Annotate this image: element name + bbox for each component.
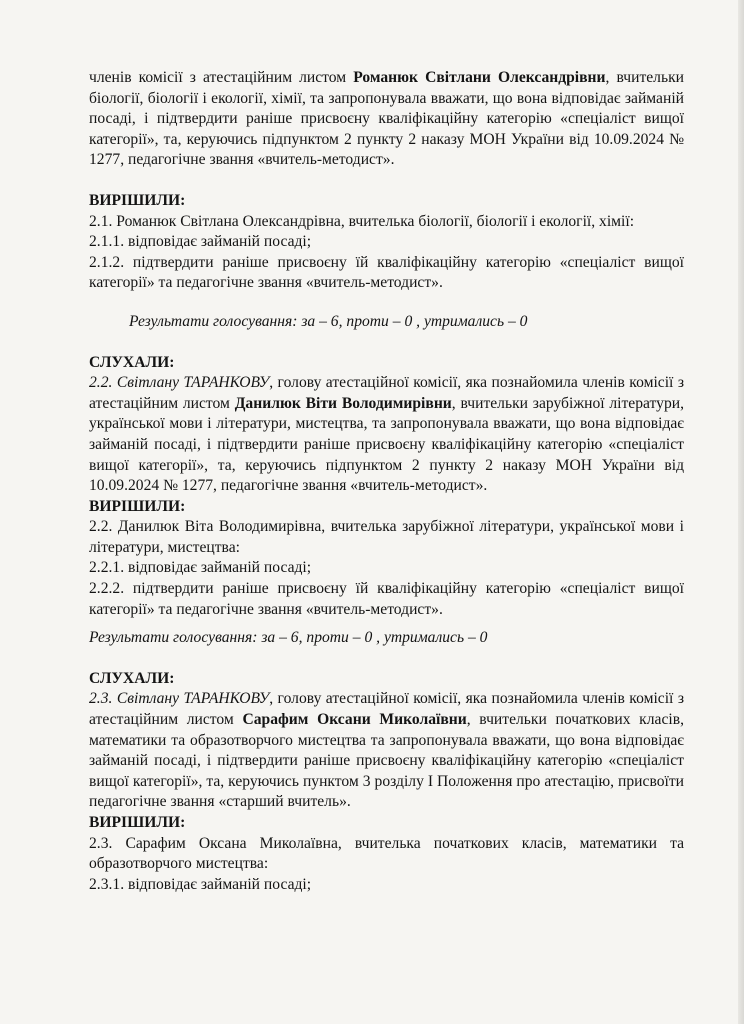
decided-heading: ВИРІШИЛИ: bbox=[89, 814, 186, 831]
paragraph-romaniuk-intro bbox=[89, 68, 684, 171]
scan-edge bbox=[738, 0, 744, 1024]
decision-item: 2.2.1. відповідає займаній посаді; bbox=[89, 559, 312, 577]
decision-main: 2.3. Сарафим Оксана Миколаївна, вчителька початкових класів, математики та образотворчого мистецтва: bbox=[89, 834, 684, 873]
text-fragment: членів комісії з атестаційним листом bbox=[89, 69, 354, 86]
text-fragment: , вчительки початкових класів, математики та образотворчого мистецтва та запропонувала вважати, що вона відповідає займаній посаді, і підтвердити раніше присвоєну кваліфікаційну категорію «спеціаліст вищої категорії», та, керуючись пунктом 3 розділу І Положення про атестацію, присвоїти педагогічне звання «старший вчитель». bbox=[89, 711, 684, 811]
decision-item: 2.3.1. відповідає займаній посаді; bbox=[89, 875, 312, 893]
text-fragment: , голову атестаційної комісії, яка познайомила членів комісії з атестаційним листом bbox=[89, 374, 684, 412]
vote-results: Результати голосування: за – 6, проти – 0 , утримались – 0 bbox=[89, 629, 488, 647]
text-fragment: , голову атестаційної комісії, яка познайомила членів комісії з атестаційним листом bbox=[89, 690, 684, 729]
heard-heading: СЛУХАЛИ: bbox=[89, 669, 175, 687]
decision-item: 2.2.2. підтвердити раніше присвоєну їй кваліфікаційну категорію «спеціаліст вищої категорії» та педагогічне звання «вчитель-методист». bbox=[89, 580, 684, 618]
decided-heading: ВИРІШИЛИ: bbox=[89, 497, 186, 515]
text-fragment: , вчительки зарубіжної літератури, української мови і літератури, мистецтва, та запропонувала вважати, що вона відповідає займаній посаді, і підтвердити раніше присвоєну кваліфікаційну категорію «спеціаліст вищої категорії», та, керуючись підпунктом 2 пункту 2 наказу МОН України від 10.09.2024 № 1277, педагогічне звання «вчитель-методист». bbox=[89, 394, 684, 495]
paragraph-sarafym-intro bbox=[89, 689, 684, 813]
decision-main: 2.2. Данилюк Віта Володимирівна, вчителька зарубіжної літератури, української мови і літератури, мистецтва: bbox=[89, 518, 684, 556]
text-fragment: , вчительки біології, біології і екології, хімії, та запропонувала вважати, що вона відповідає займаній посаді, і підтвердити раніше присвоєну кваліфікаційну категорію «спеціаліст вищої категорії», та, керуючись підпунктом 2 пункту 2 наказу МОН України від 10.09.2024 № 1277, педагогічне звання «вчитель-методист». bbox=[89, 69, 684, 169]
paragraph-danyliuk-intro bbox=[89, 373, 684, 497]
teacher-name: Сарафим Оксани Миколаївни bbox=[242, 711, 467, 729]
vote-results: Результати голосування: за – 6, проти – 0 , утримались – 0 bbox=[129, 312, 528, 330]
decided-heading: ВИРІШИЛИ: bbox=[89, 191, 186, 209]
speaker-name: 2.3. Світлану ТАРАНКОВУ bbox=[89, 690, 270, 708]
teacher-name: Данилюк Віти Володимирівни bbox=[234, 394, 452, 412]
teacher-name: Романюк Світлани Олександрівни bbox=[353, 69, 606, 86]
decision-item: 2.1.2. підтвердити раніше присвоєну їй кваліфікаційну категорію «спеціаліст вищої категорії» та педагогічне звання «вчитель-методист». bbox=[89, 253, 684, 292]
decision-main: 2.1. Романюк Світлана Олександрівна, вчителька біології, біології і екології, хімії: bbox=[89, 212, 635, 230]
speaker-name: 2.2. Світлану ТАРАНКОВУ bbox=[89, 374, 270, 392]
heard-heading: СЛУХАЛИ: bbox=[89, 353, 175, 371]
document-body bbox=[89, 68, 684, 895]
decision-item: 2.1.1. відповідає займаній посаді; bbox=[89, 233, 312, 251]
